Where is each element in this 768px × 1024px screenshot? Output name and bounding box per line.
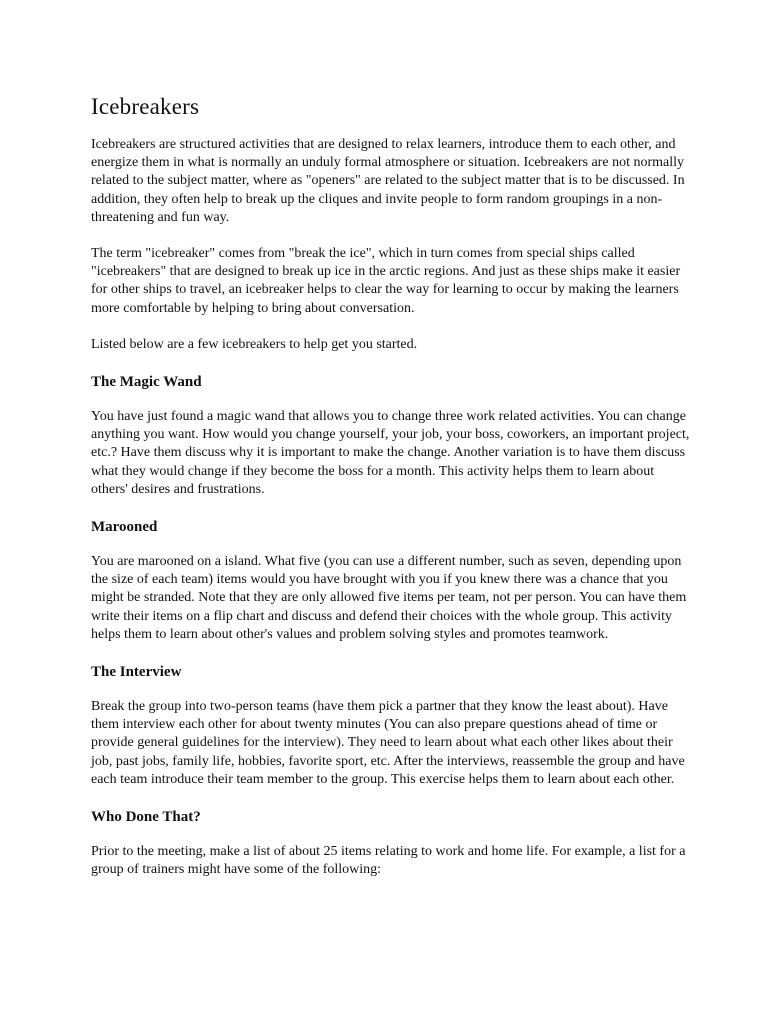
document-page <box>91 92 691 897</box>
intro-paragraph-2: The term "icebreaker" comes from "break the ice", which in turn comes from special ships called "icebreakers" that are designed to break up ice in the arctic regions. And just as these ships make it easier for other ships to travel, an icebreaker helps to clear the way for learning to occur by making the learners more comfortable by helping to bring about conversation. <box>91 246 681 316</box>
section-text-magic-wand: You have just found a magic wand that allows you to change three work related activities. You can change anything you want. How would you change yourself, your job, your boss, coworkers, an important project, etc.? Have them discuss why it is important to make the change. Another variation is to have them discuss what they would change if they become the boss for a month. This activity helps them to learn about others' desires and frustrations. <box>91 409 690 497</box>
section-heading-who-done-that: Who Done That? <box>91 809 201 826</box>
intro-paragraph-3: Listed below are a few icebreakers to help get you started. <box>91 336 418 352</box>
section-heading-interview: The Interview <box>91 664 182 681</box>
section-text-marooned: You are marooned on a island. What five (you can use a different number, such as seven, depending upon the size of each team) items would you have brought with you if you knew there was a chance that you might be stranded. Note that they are only allowed five items per team, not per person. You can have them write their items on a flip chart and discuss and defend their choices with the whole group. This activity helps them to learn about other's values and problem solving styles and promotes teamwork. <box>91 554 687 642</box>
section-heading-marooned: Marooned <box>91 519 158 536</box>
intro-paragraph-1: Icebreakers are structured activities that are designed to relax learners, introduce them to each other, and energize them in what is normally an unduly formal atmosphere or situation. Icebreakers are not normally related to the subject matter, where as "openers" are related to the subject matter that is to be discussed. In addition, they often help to break up the cliques and invite people to form random groupings in a non-threatening and fun way. <box>91 137 685 225</box>
document-title: Icebreakers <box>91 94 200 119</box>
section-text-who-done-that: Prior to the meeting, make a list of about 25 items relating to work and home life. For example, a list for a group of trainers might have some of the following: <box>91 844 686 878</box>
section-heading-magic-wand: The Magic Wand <box>91 374 202 391</box>
section-text-interview: Break the group into two-person teams (have them pick a partner that they know the least about). Have them interview each other for about twenty minutes (You can also prepare questions ahead of time or provide general guidelines for the interview). They need to learn about what each other likes about their job, past jobs, family life, hobbies, favorite sport, etc. After the interviews, reassemble the group and have each team introduce their team member to the group. This exercise helps them to learn about each other. <box>91 699 685 787</box>
